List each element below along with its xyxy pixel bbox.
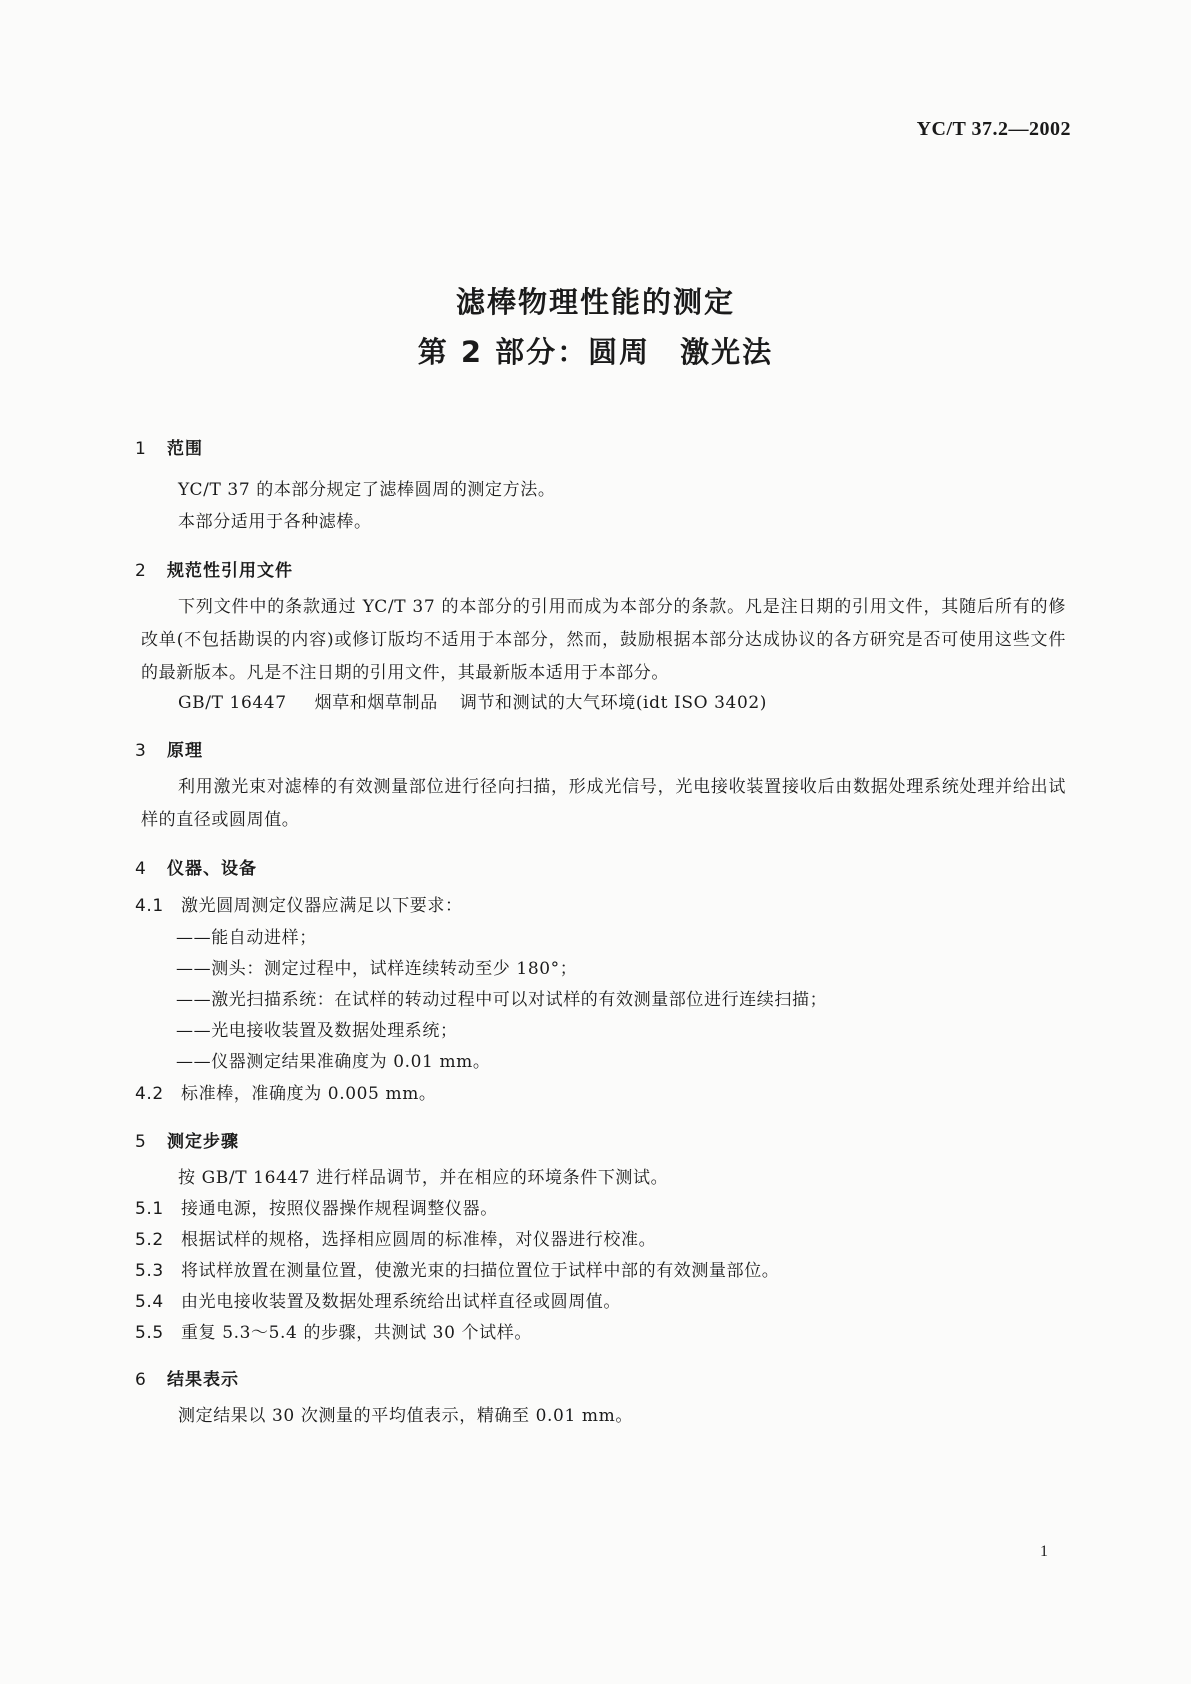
clause-text: 由光电接收装置及数据处理系统给出试样直径或圆周值。 [181, 1292, 621, 1312]
clause-5-2 [135, 1224, 656, 1257]
section-6-paragraph: 测定结果以 30 次测量的平均值表示，精确至 0.01 mm。 [178, 1406, 633, 1426]
section-3-paragraph: 利用激光束对滤棒的有效测量部位进行径向扫描，形成光信号，光电接收装置接收后由数据处理系统处理并给出试样的直径或圆周值。 [141, 777, 1066, 830]
section-5-heading [135, 1127, 239, 1152]
requirement-item: ——能自动进样； [176, 928, 317, 948]
section-4-heading [135, 854, 257, 879]
clause-5-3 [135, 1255, 779, 1288]
requirement-item: ——激光扫描系统：在试样的转动过程中可以对试样的有效测量部位进行连续扫描； [176, 990, 828, 1010]
clause-text: 重复 5.3～5.4 的步骤，共测试 30 个试样。 [181, 1323, 532, 1343]
section-2-heading [135, 556, 293, 581]
section-3-heading [135, 736, 203, 761]
clause-number: 4.1 [135, 896, 164, 916]
clause-number: 4.2 [135, 1084, 164, 1104]
clause-text: 接通电源，按照仪器操作规程调整仪器。 [181, 1199, 498, 1219]
standard-code: YC/T 37.2—2002 [916, 118, 1071, 140]
clause-number: 5.3 [135, 1261, 164, 1281]
section-title: 范围 [167, 439, 203, 459]
section-title: 原理 [167, 741, 203, 761]
clause-5-4 [135, 1286, 621, 1319]
section-1-para-2: 本部分适用于各种滤棒。 [178, 512, 372, 532]
requirement-item: ——测头：测定过程中，试样连续转动至少 180°； [176, 959, 578, 979]
subtitle-part: 第 2 部分：圆周 [417, 335, 651, 369]
requirement-item: ——光电接收装置及数据处理系统； [176, 1021, 458, 1041]
clause-text: 激光圆周测定仪器应满足以下要求： [181, 896, 463, 916]
clause-text: 根据试样的规格，选择相应圆周的标准棒，对仪器进行校准。 [181, 1230, 657, 1250]
requirement-item: ——仪器测定结果准确度为 0.01 mm。 [176, 1052, 491, 1072]
normative-reference [178, 687, 767, 720]
section-1-heading [135, 434, 203, 459]
clause-text: 标准棒，准确度为 0.005 mm。 [181, 1084, 437, 1104]
section-1-para-1: YC/T 37 的本部分规定了滤棒圆周的测定方法。 [178, 480, 556, 500]
section-number: 3 [135, 741, 147, 761]
section-title: 仪器、设备 [167, 859, 257, 879]
clause-5-5 [135, 1317, 532, 1350]
document-subtitle [0, 330, 1191, 371]
section-6-heading [135, 1365, 239, 1390]
clause-number: 5.2 [135, 1230, 164, 1250]
reference-code: GB/T 16447 [178, 693, 287, 713]
section-title: 结果表示 [167, 1370, 239, 1390]
section-5-intro: 按 GB/T 16447 进行样品调节，并在相应的环境条件下测试。 [178, 1168, 669, 1188]
clause-number: 5.1 [135, 1199, 164, 1219]
section-number: 4 [135, 859, 147, 879]
clause-4-2 [135, 1078, 437, 1111]
page-number: 1 [1040, 1543, 1048, 1560]
section-number: 5 [135, 1132, 147, 1152]
clause-number: 5.5 [135, 1323, 164, 1343]
clause-5-1 [135, 1193, 498, 1226]
section-title: 测定步骤 [167, 1132, 239, 1152]
subtitle-method: 激光法 [680, 335, 774, 369]
reference-title-b: 调节和测试的大气环境(idt ISO 3402) [459, 693, 768, 713]
clause-number: 5.4 [135, 1292, 164, 1312]
clause-text: 将试样放置在测量位置，使激光束的扫描位置位于试样中部的有效测量部位。 [181, 1261, 780, 1281]
section-number: 2 [135, 561, 147, 581]
section-2-paragraph: 下列文件中的条款通过 YC/T 37 的本部分的引用而成为本部分的条款。凡是注日期的引用文件，其随后所有的修改单(不包括勘误的内容)或修订版均不适用于本部分，然而，鼓励根据本部分达成协议的各方研究是否可使用这些文件的最新版本。凡是不注日期的引用文件，其最新版本适用于本部分。 [141, 597, 1066, 683]
section-number: 1 [135, 439, 147, 459]
document-title: 滤棒物理性能的测定 [455, 285, 735, 319]
clause-4-1 [135, 890, 463, 923]
reference-title-a: 烟草和烟草制品 [314, 693, 438, 713]
section-number: 6 [135, 1370, 147, 1390]
section-title: 规范性引用文件 [167, 561, 293, 581]
